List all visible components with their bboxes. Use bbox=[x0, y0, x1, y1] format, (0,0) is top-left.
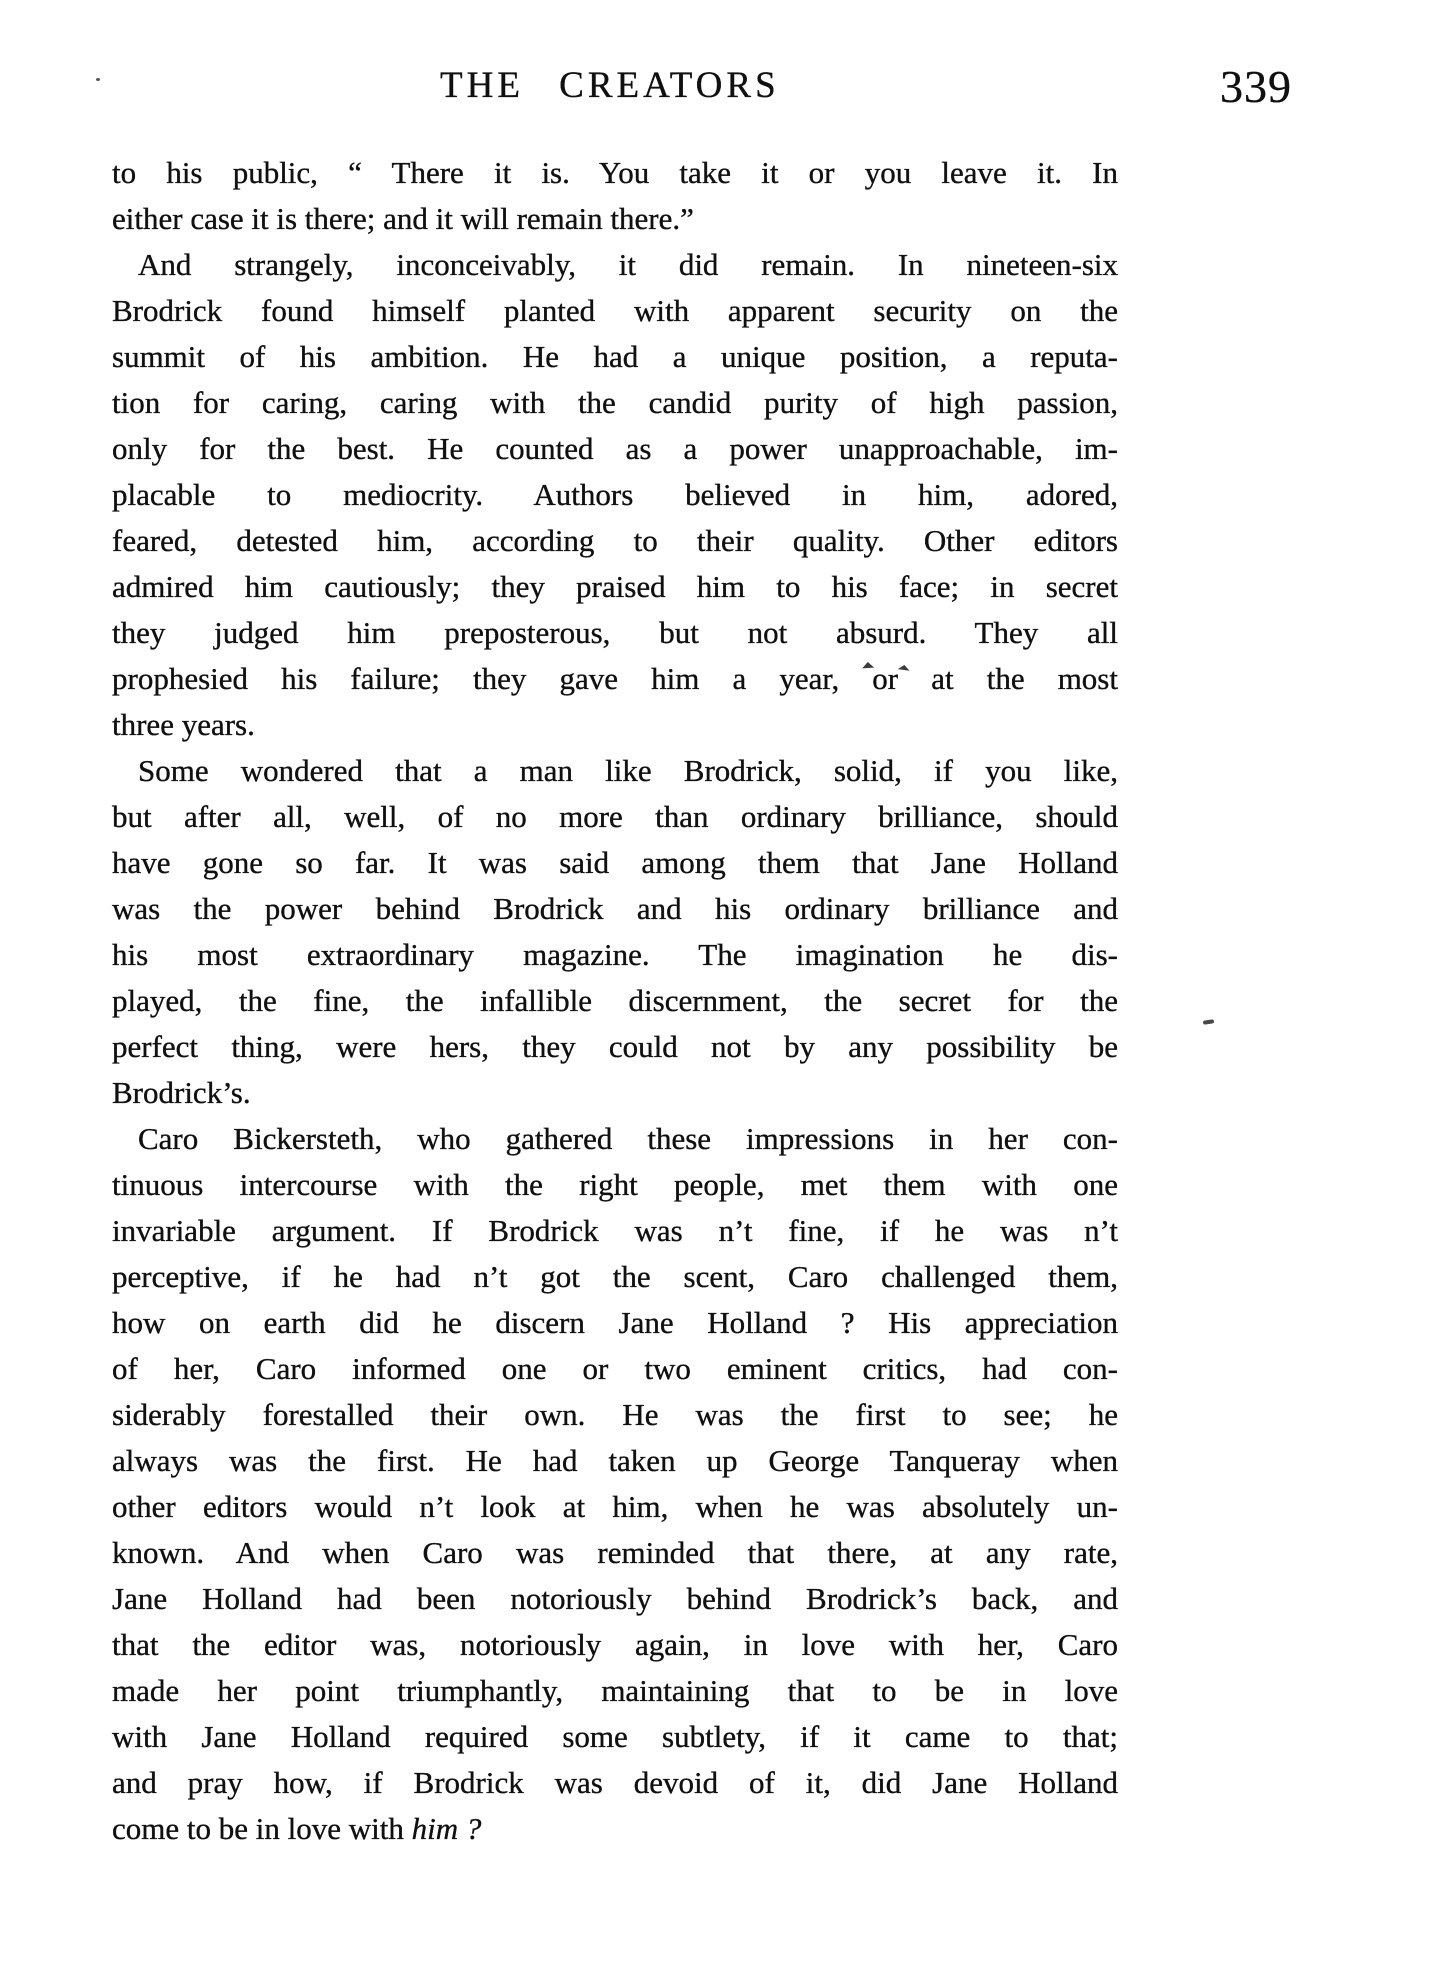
text-line: tion for caring, caring with the candid purity of high passion, bbox=[112, 385, 1118, 420]
text-line: to his public, “ There it is. You take it or you leave it. In bbox=[112, 155, 1118, 190]
paragraph-1 bbox=[112, 150, 1118, 242]
text-line: perceptive, if he had n’t got the scent, Caro challenged them, bbox=[112, 1259, 1118, 1294]
text-line: with Jane Holland required some subtlety, if it came to that; bbox=[112, 1719, 1118, 1754]
text-line: feared, detested him, according to their quality. Other editors bbox=[112, 523, 1118, 558]
text-line-with-italic bbox=[112, 1806, 1118, 1852]
paragraph-4 bbox=[112, 1116, 1118, 1852]
text-line: they judged him preposterous, but not absurd. They all bbox=[112, 615, 1118, 650]
text-line: Brodrick’s. bbox=[112, 1075, 251, 1110]
text-line: have gone so far. It was said among them that Jane Holland bbox=[112, 845, 1118, 880]
scan-caret-artifact bbox=[862, 662, 874, 669]
text-line: either case it is there; and it will remain there.” bbox=[112, 201, 694, 236]
text-line: Brodrick found himself planted with apparent security on the bbox=[112, 293, 1118, 328]
text-line: how on earth did he discern Jane Holland ? His appreciation bbox=[112, 1305, 1118, 1340]
text-line: only for the best. He counted as a power unapproachable, im- bbox=[112, 431, 1118, 466]
text-line: Caro Bickersteth, who gathered these impressions in her con- bbox=[138, 1121, 1118, 1156]
paragraph-2 bbox=[112, 242, 1118, 748]
page-body-text bbox=[112, 150, 1118, 1852]
text-line: but after all, well, of no more than ordinary brilliance, should bbox=[112, 799, 1118, 834]
text-line: Jane Holland had been notoriously behind Brodrick’s back, and bbox=[112, 1581, 1118, 1616]
page-number: 339 bbox=[1220, 61, 1292, 112]
text-line: always was the first. He had taken up George Tanqueray when bbox=[112, 1443, 1118, 1478]
text-line: prophesied his failure; they gave him a year, or at the most bbox=[112, 661, 1118, 696]
scan-dash-artifact bbox=[1203, 1019, 1214, 1024]
running-title: THE CREATORS bbox=[440, 65, 780, 106]
text-line: three years. bbox=[112, 707, 255, 742]
paragraph-3 bbox=[112, 748, 1118, 1116]
text-line: made her point triumphantly, maintaining that to be in love bbox=[112, 1673, 1118, 1708]
scan-speck bbox=[96, 78, 100, 81]
text-line: other editors would n’t look at him, when he was absolutely un- bbox=[112, 1489, 1118, 1524]
text-line: placable to mediocrity. Authors believed in him, adored, bbox=[112, 477, 1118, 512]
running-header bbox=[0, 0, 1431, 130]
text-line: admired him cautiously; they praised him to his face; in secret bbox=[112, 569, 1118, 604]
text-line: Some wondered that a man like Brodrick, solid, if you like, bbox=[138, 753, 1118, 788]
text-line: his most extraordinary magazine. The imagination he dis- bbox=[112, 937, 1118, 972]
text-line: that the editor was, notoriously again, in love with her, Caro bbox=[112, 1627, 1118, 1662]
text-line: tinuous intercourse with the right people, met them with one bbox=[112, 1167, 1118, 1202]
text-segment: come to be in love with bbox=[112, 1811, 412, 1846]
text-line: known. And when Caro was reminded that there, at any rate, bbox=[112, 1535, 1118, 1570]
text-line: siderably forestalled their own. He was the first to see; he bbox=[112, 1397, 1118, 1432]
text-line: invariable argument. If Brodrick was n’t fine, if he was n’t bbox=[112, 1213, 1118, 1248]
text-line: was the power behind Brodrick and his ordinary brilliance and bbox=[112, 891, 1118, 926]
text-line: and pray how, if Brodrick was devoid of it, did Jane Holland bbox=[112, 1765, 1118, 1800]
text-line: of her, Caro informed one or two eminent critics, had con- bbox=[112, 1351, 1118, 1386]
text-line: summit of his ambition. He had a unique position, a reputa- bbox=[112, 339, 1118, 374]
italic-text: him ? bbox=[411, 1811, 482, 1846]
text-line: And strangely, inconceivably, it did remain. In nineteen-six bbox=[138, 247, 1118, 282]
text-line: perfect thing, were hers, they could not by any possibility be bbox=[112, 1029, 1118, 1064]
text-line: played, the fine, the infallible discernment, the secret for the bbox=[112, 983, 1118, 1018]
